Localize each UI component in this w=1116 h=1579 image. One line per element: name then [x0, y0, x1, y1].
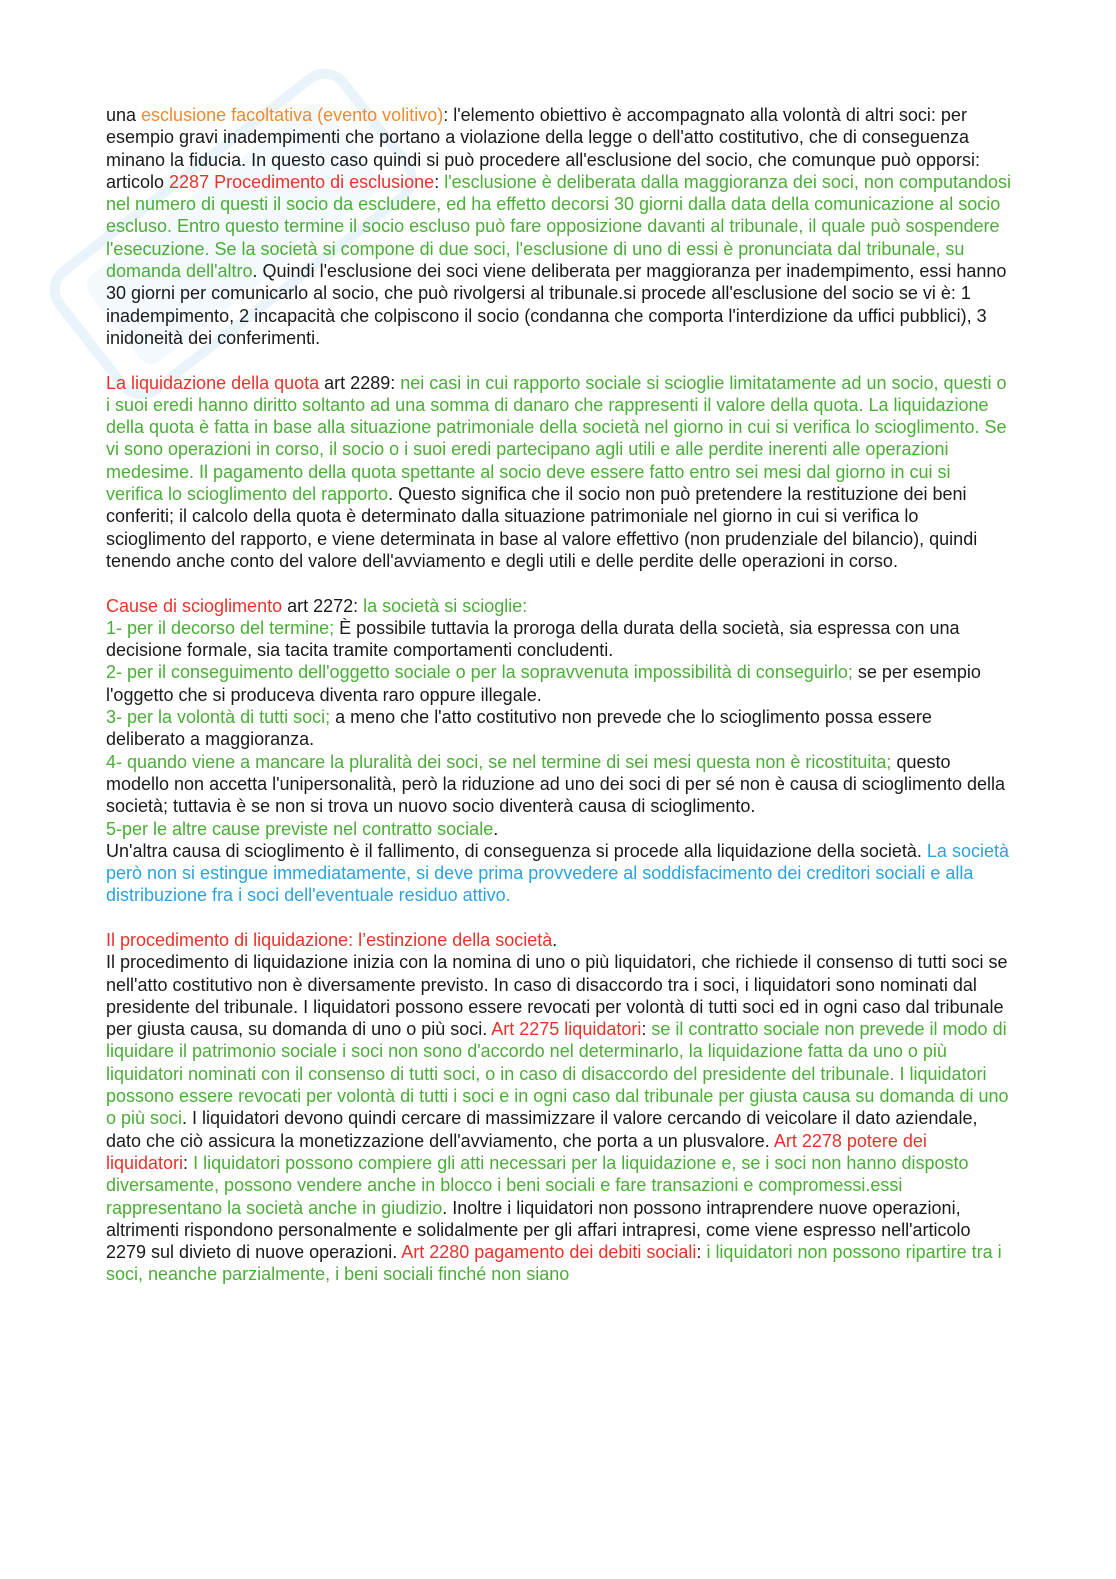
highlight-red: Art 2280 pagamento dei debiti sociali — [401, 1242, 697, 1263]
highlight-red: Art 2275 liquidatori — [491, 1019, 642, 1040]
document-body — [106, 104, 1011, 1308]
body-text: : — [434, 171, 445, 192]
body-text: se per esempio l'oggetto che si produceva diventa raro oppure illegale. — [106, 662, 981, 705]
body-text: . Questo significa che il socio non può pretendere la restituzione dei beni conferiti; il calcolo della quota è determinato dalla situazione patrimoniale nel giorno in cui si verifica lo scioglimento del rapporto, e viene determinata in base al valore effettivo (non prudenziale del bilancio), quindi tenendo anche conto del valore dell'avviamento e degli utili e delle perdite delle operazioni in corso. — [106, 484, 978, 571]
highlight-red: Cause di scioglimento — [106, 595, 283, 616]
body-text: Il procedimento di liquidazione inizia con la nomina di uno o più liquidatori, che richiede il consenso di tutti soci se nell'atto costitutivo non è diversamente previsto. In caso di disaccordo tra i soci, i liquidatori sono nominati dal presidente del tribunale. I liquidatori possono essere revocati per volontà di tutti soci ed in ogni caso dal tribunale per giusta causa, su domanda di uno o più soci. — [106, 952, 1008, 1040]
body-text: a meno che l'atto costitutivo non prevede che lo scioglimento possa essere deliberato a maggioranza. — [106, 707, 932, 750]
body-text: : — [183, 1152, 194, 1173]
body-text: . — [493, 818, 499, 839]
body-text: Un'altra causa di scioglimento è il fallimento, di conseguenza si procede alla liquidazione della società. — [106, 840, 927, 861]
body-text: art 2289: — [319, 372, 401, 393]
body-text: : — [696, 1242, 707, 1263]
paragraph-esclusione — [106, 104, 1011, 349]
highlight-red: 2287 Procedimento di esclusione — [169, 171, 435, 192]
highlight-orange: esclusione facoltativa (evento volitivo) — [141, 105, 444, 125]
paragraph-cause-scioglimento — [106, 595, 1011, 907]
highlight-green: 1- per il decorso del termine; — [106, 617, 335, 638]
highlight-green: i liquidatori non possono ripartire tra i soci, neanche parzialmente, i beni sociali finché non siano — [106, 1242, 1002, 1285]
highlight-green: 5-per le altre cause previste nel contratto sociale — [106, 818, 494, 839]
highlight-green: l'esclusione è deliberata dalla maggioranza dei soci, non computandosi nel numero di questi il socio da escludere, ed ha effetto decorsi 30 giorni dalla data della comunicazione al socio escluso. Entro questo termine il socio escluso può fare opposizione davanti al tribunale, il quale può sospendere l'esecuzione. Se la società si compone di due soci, l'esclusione di uno di essi è pronunciata dal tribunale, su domanda dell'altro — [106, 171, 1012, 282]
highlight-green: 3- per la volontà di tutti soci; — [106, 707, 331, 728]
body-text: . — [552, 929, 558, 950]
highlight-green: la società si scioglie: — [363, 595, 528, 616]
body-text: . Quindi l'esclusione dei soci viene deliberata per maggioranza per inadempimento, essi hanno 30 giorni per comunicarlo al socio, che può rivolgersi al tribunale.si procede all'esclusione del socio se vi è: 1 inadempimento, 2 incapacità che colpiscono il socio (condanna che comporta l'interdizione da uffici pubblici), 3 inidoneità dei conferimenti. — [106, 261, 1007, 348]
body-text: una — [106, 105, 142, 125]
highlight-green: nei casi in cui rapporto sociale si scioglie limitatamente ad un socio, questi o i suoi eredi hanno diritto soltanto ad una somma di danaro che rappresenti il valore della quota. La liquidazione della quota è fatta in base alla situazione patrimoniale della società nel giorno in cui si verifica lo scioglimento. Se vi sono operazioni in corso, il socio o i suoi eredi partecipano agli utili e alle perdite inerenti alle operazioni medesime. Il pagamento della quota spettante al socio deve essere fatto entro sei mesi dal giorno in cui si verifica lo scioglimento del rapporto — [106, 372, 1007, 505]
highlight-red: La liquidazione della quota — [106, 372, 320, 393]
highlight-green: 2- per il conseguimento dell'oggetto sociale o per la sopravvenuta impossibilità di conseguirlo; — [106, 662, 853, 683]
highlight-red: Il procedimento di liquidazione: l’estinzione della società — [106, 929, 553, 950]
body-text: È possibile tuttavia la proroga della durata della società, sia espressa con una decisione formale, sia tacita tramite comportamenti concludenti. — [106, 617, 960, 661]
body-text: . Inoltre i liquidatori non possono intraprendere nuove operazioni, altrimenti rispondono personalmente e solidalmente per gli affari intrapresi, come viene espresso nell'articolo 2279 sul divieto di nuove operazioni. — [106, 1197, 971, 1263]
body-text: . I liquidatori devono quindi cercare di massimizzare il valore cercando di veicolare il dato aziendale, dato che ciò assicura la monetizzazione dell'avviamento, che porta a un plusvalore. — [106, 1108, 978, 1151]
highlight-green: 4- quando viene a mancare la pluralità dei soci, se nel termine di sei mesi questa non è ricostituita; — [106, 751, 892, 772]
body-text: art 2272: — [282, 595, 364, 616]
highlight-green: I liquidatori possono compiere gli atti necessari per la liquidazione e, se i soci non hanno disposto diversamente, possono vendere anche in blocco i beni sociali e fare transazioni e compromessi.essi rappresentano la società anche in giudizio — [106, 1152, 969, 1218]
highlight-red: Art 2278 potere dei liquidatori — [106, 1130, 927, 1173]
body-text: : — [641, 1019, 652, 1040]
body-text: questo modello non accetta l'unipersonalità, però la riduzione ad uno dei soci di per sé non è causa di scioglimento della società; tuttavia è se non si trova un nuovo socio diventerà causa di scioglimento. — [106, 751, 1005, 817]
paragraph-procedimento-liquidazione — [106, 929, 1011, 1286]
body-text: : l'elemento obiettivo è accompagnato alla volontà di altri soci: per esempio gravi inadempimenti che portano a violazione della legge o dell'atto costitutivo, che di conseguenza minano la fiducia. In questo caso quindi si può procedere all'esclusione del socio, che comunque può opporsi: articolo — [106, 105, 980, 192]
highlight-blue: La società però non si estingue immediatamente, si deve prima provvedere al soddisfacimento dei creditori sociali e alla distribuzione fra i soci dell'eventuale residuo attivo. — [106, 840, 1009, 906]
paragraph-liquidazione-quota — [106, 372, 1011, 573]
highlight-green: se il contratto sociale non prevede il modo di liquidare il patrimonio sociale i soci non sono d'accordo nel determinarlo, la liquidazione fatta da uno o più liquidatori nominati con il consenso di tutti soci, o in caso di disaccordo del presidente del tribunale. I liquidatori possono essere revocati per volontà di tutti i soci e in ogni caso dal tribunale per giusta causa su domanda di uno o più soci — [106, 1019, 1009, 1129]
